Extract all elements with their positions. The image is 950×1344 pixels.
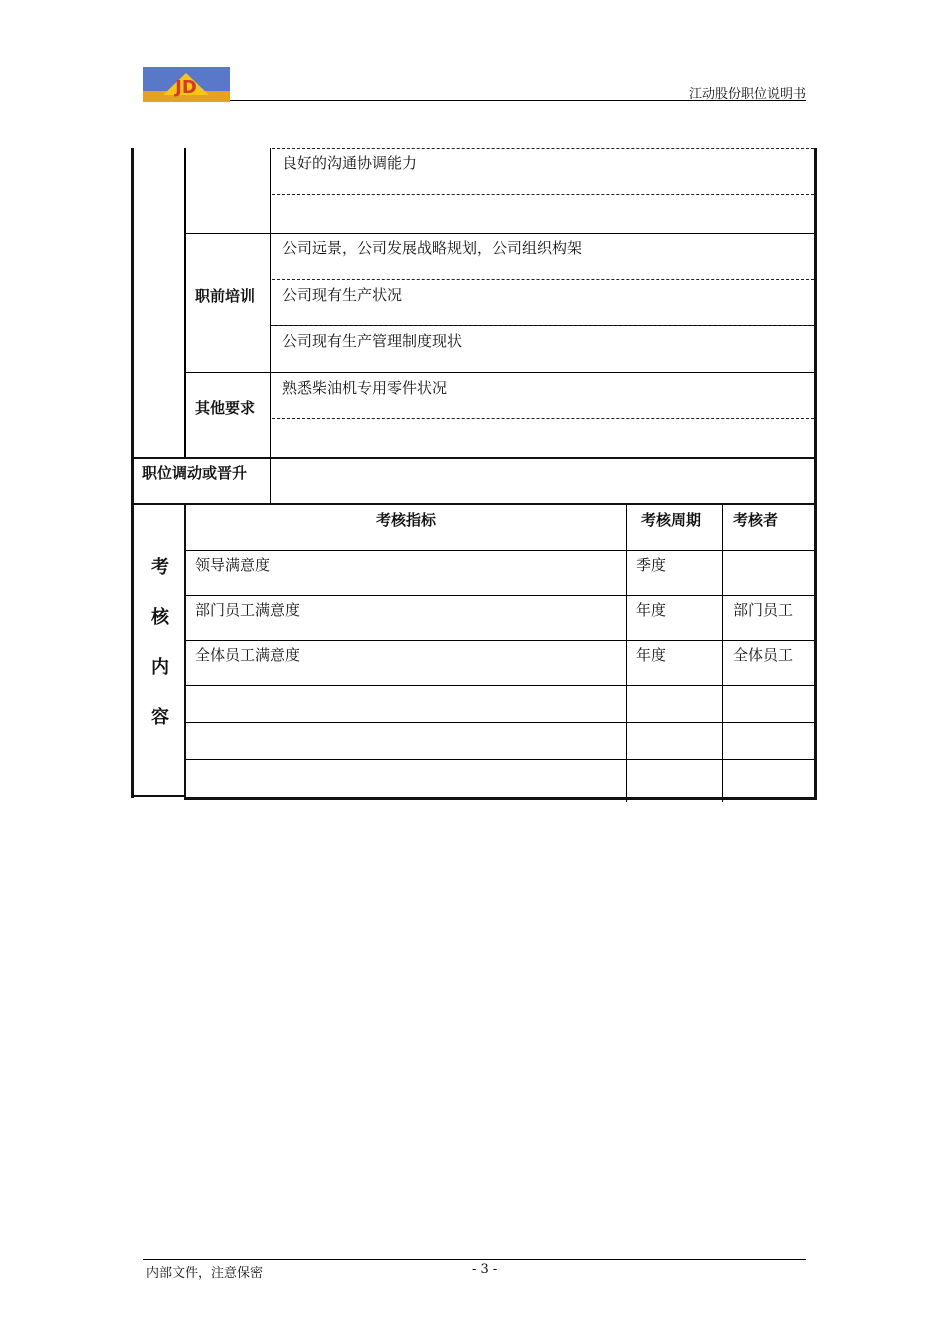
training-item: 公司远景，公司发展战略规划，公司组织构架 [282,239,583,257]
header-period: 考核周期 [641,511,702,529]
period-cell: 年度 [636,601,667,619]
assessor-cell: 全体员工 [733,646,794,664]
logo-text: JD [175,77,197,98]
indicator-cell: 领导满意度 [195,556,271,574]
header-divider [230,100,806,101]
assessor-cell: 部门员工 [733,601,794,619]
training-item: 公司现有生产状况 [282,286,403,304]
page-number: - 3 - [472,1262,498,1277]
assessment-label-char: 容 [151,707,169,728]
period-cell: 年度 [636,646,667,664]
other-requirements-label: 其他要求 [195,399,256,417]
indicator-cell: 部门员工满意度 [195,601,301,619]
assessment-label-char: 内 [151,657,169,678]
assessment-label-char: 考 [151,557,169,578]
assessment-label-char: 核 [151,607,169,628]
header-indicator: 考核指标 [375,511,436,529]
company-logo [143,67,230,102]
indicator-cell: 全体员工满意度 [195,646,301,664]
document-title: 江动股份职位说明书 [688,87,806,102]
skills-item: 良好的沟通协调能力 [282,154,418,172]
transfer-label: 职位调动或晋升 [142,464,248,482]
pre-job-training-label: 职前培训 [195,287,256,305]
header-assessor: 考核者 [733,511,779,529]
training-item: 公司现有生产管理制度现状 [282,332,463,350]
other-requirement-item: 熟悉柴油机专用零件状况 [282,379,448,397]
period-cell: 季度 [636,556,667,574]
confidential-notice: 内部文件，注意保密 [146,1266,264,1281]
footer-divider [143,1259,806,1260]
